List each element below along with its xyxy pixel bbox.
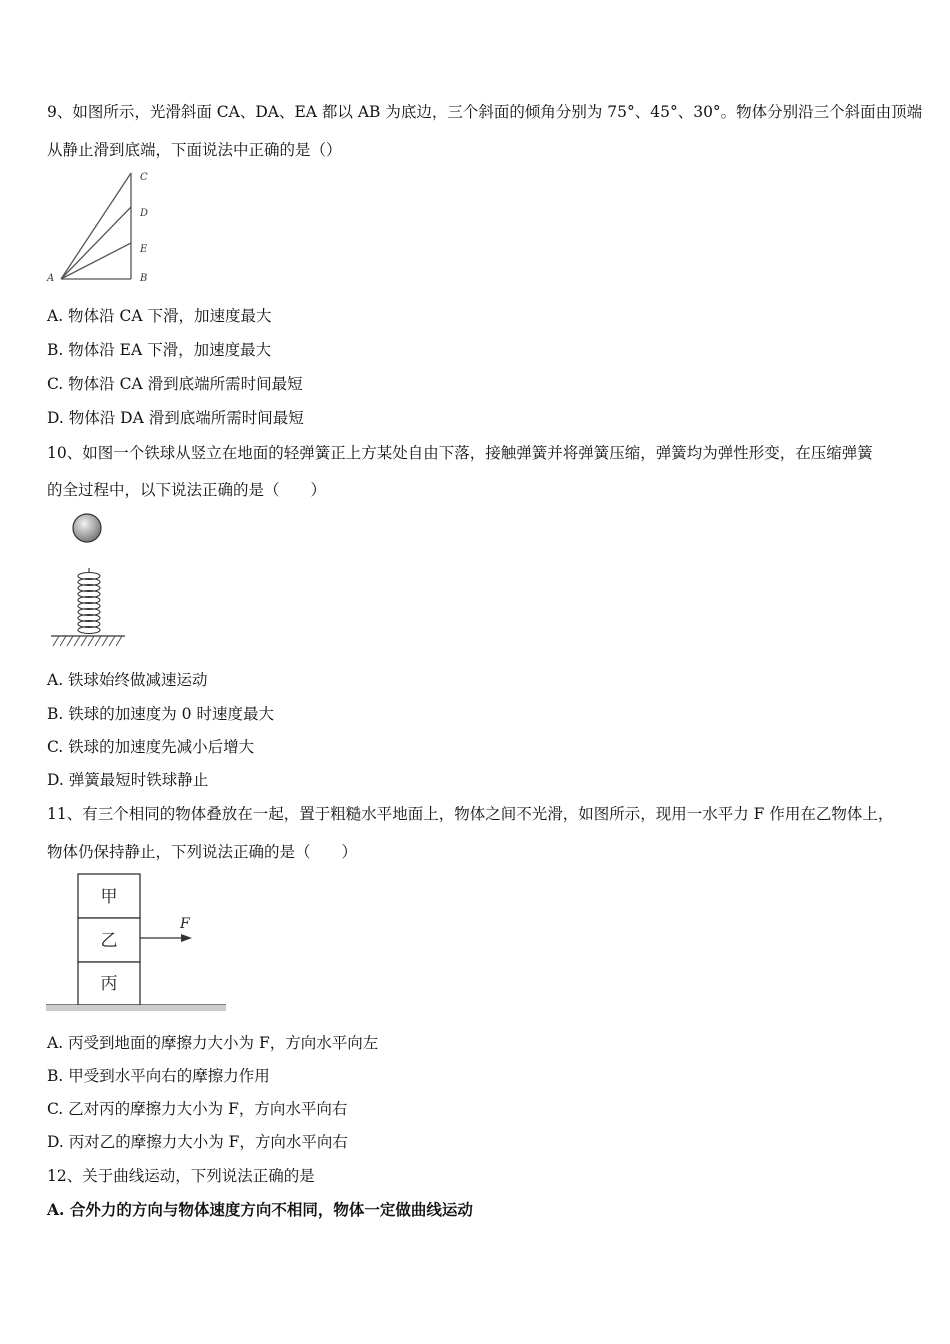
q11-option-a: A. 丙受到地面的摩擦力大小为 F，方向水平向左: [47, 1034, 379, 1052]
q12-stem-line1: 12、关于曲线运动，下列说法正确的是: [47, 1167, 315, 1185]
label-E: E: [140, 244, 148, 255]
label-bing: 丙: [100, 974, 118, 994]
q9-option-d: D. 物体沿 DA 滑到底端所需时间最短: [47, 409, 304, 427]
q10-stem-line1: 10、如图一个铁球从竖立在地面的轻弹簧正上方某处自由下落，接触弹簧并将弹簧压缩，弹簧均为弹性形变，在压缩弹簧: [47, 444, 873, 462]
q11-stem-line1: 11、有三个相同的物体叠放在一起，置于粗糙水平地面上，物体之间不光滑，如图所示，现用一水平力 F 作用在乙物体上，: [47, 805, 894, 823]
q9-stem-line1: 9、如图所示，光滑斜面 CA、DA、EA 都以 AB 为底边，三个斜面的倾角分别为 75°、45°、30°。物体分别沿三个斜面由顶端: [47, 103, 923, 121]
spring: [78, 568, 100, 634]
label-B: B: [140, 273, 148, 284]
ground: [46, 1005, 226, 1011]
label-C: C: [140, 172, 148, 183]
label-A: A: [47, 273, 55, 284]
label-jia: 甲: [100, 887, 118, 907]
q11-stacked-blocks-figure: [44, 870, 229, 1015]
q10-stem-line2: 的全过程中，以下说法正确的是（ ）: [47, 481, 327, 499]
force-arrow-icon: [181, 934, 192, 942]
q11-option-b: B. 甲受到水平向右的摩擦力作用: [47, 1067, 270, 1085]
q11-stem-line2: 物体仍保持静止，下列说法正确的是（ ）: [47, 843, 358, 861]
q11-option-c: C. 乙对丙的摩擦力大小为 F，方向水平向右: [47, 1100, 348, 1118]
q10-option-c: C. 铁球的加速度先减小后增大: [47, 738, 255, 756]
label-F: F: [180, 916, 190, 932]
q10-option-a: A. 铁球始终做减速运动: [47, 671, 208, 689]
q9-incline-figure: [45, 166, 165, 286]
q10-spring-figure: [45, 510, 135, 655]
q9-option-a: A. 物体沿 CA 下滑，加速度最大: [47, 307, 272, 325]
q12-option-a: A. 合外力的方向与物体速度方向不相同，物体一定做曲线运动: [47, 1200, 473, 1219]
q9-stem-line2: 从静止滑到底端，下面说法中正确的是（）: [47, 141, 342, 159]
q10-option-d: D. 弹簧最短时铁球静止: [47, 771, 209, 789]
q9-option-c: C. 物体沿 CA 滑到底端所需时间最短: [47, 375, 303, 393]
q11-option-d: D. 丙对乙的摩擦力大小为 F，方向水平向右: [47, 1133, 348, 1151]
q9-option-b: B. 物体沿 EA 下滑，加速度最大: [47, 341, 272, 359]
q10-option-b: B. 铁球的加速度为 0 时速度最大: [47, 705, 274, 723]
label-D: D: [140, 208, 149, 219]
iron-ball: [73, 514, 101, 542]
label-yi: 乙: [100, 931, 118, 951]
